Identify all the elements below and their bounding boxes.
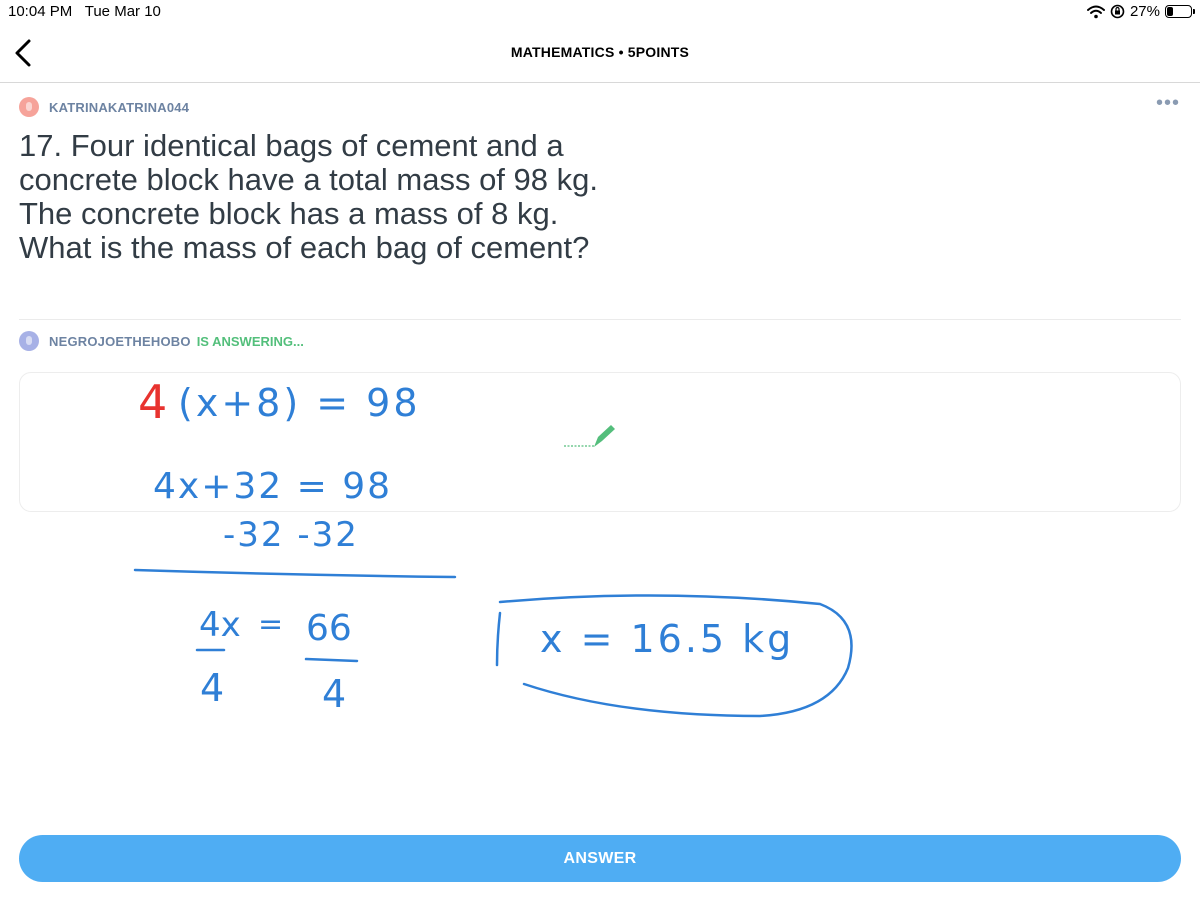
handwriting-line4-eq: = — [258, 607, 284, 642]
handwriting-denominator-right: 4 — [322, 672, 347, 716]
status-time: 10:04 PM Tue Mar 10 — [8, 3, 161, 20]
page-title: MATHEMATICS • 5POINTS — [510, 44, 690, 60]
handwriting-line2: 4x+32 = 98 — [153, 466, 393, 507]
handwriting-line1-prefix: 4 — [138, 375, 168, 429]
question-text: 17. Four identical bags of cement and a concrete block have a total mass of 98 kg. The concrete block has a mass of 8 kg. What is the mass of each bag of cement? — [19, 128, 598, 265]
handwriting-result: x = 16.5 kg — [540, 617, 795, 661]
answer-button[interactable] — [19, 835, 1181, 882]
answer-button-label: ANSWER — [563, 849, 637, 867]
pencil-icon — [564, 425, 615, 447]
handwriting-denominator-left: 4 — [200, 666, 225, 710]
handwriting-line4-left: 4x — [199, 605, 241, 645]
more-dots-icon: ••• — [1155, 92, 1180, 114]
handwriting-line1: (x+8) = 98 — [178, 381, 421, 425]
handwriting-rule — [135, 570, 455, 577]
question-author-name[interactable]: KATRINAKATRINA044 — [49, 99, 190, 115]
handwriting-fraction-bar-right — [306, 659, 357, 661]
handwriting-line4-right: 66 — [306, 608, 352, 649]
answering-status: IS ANSWERING... — [196, 333, 304, 349]
answer-author-name[interactable]: NEGROJOETHEHOBO — [49, 333, 191, 349]
handwriting-line3: -32 -32 — [223, 515, 359, 555]
battery-percent: 27% — [1129, 3, 1160, 20]
